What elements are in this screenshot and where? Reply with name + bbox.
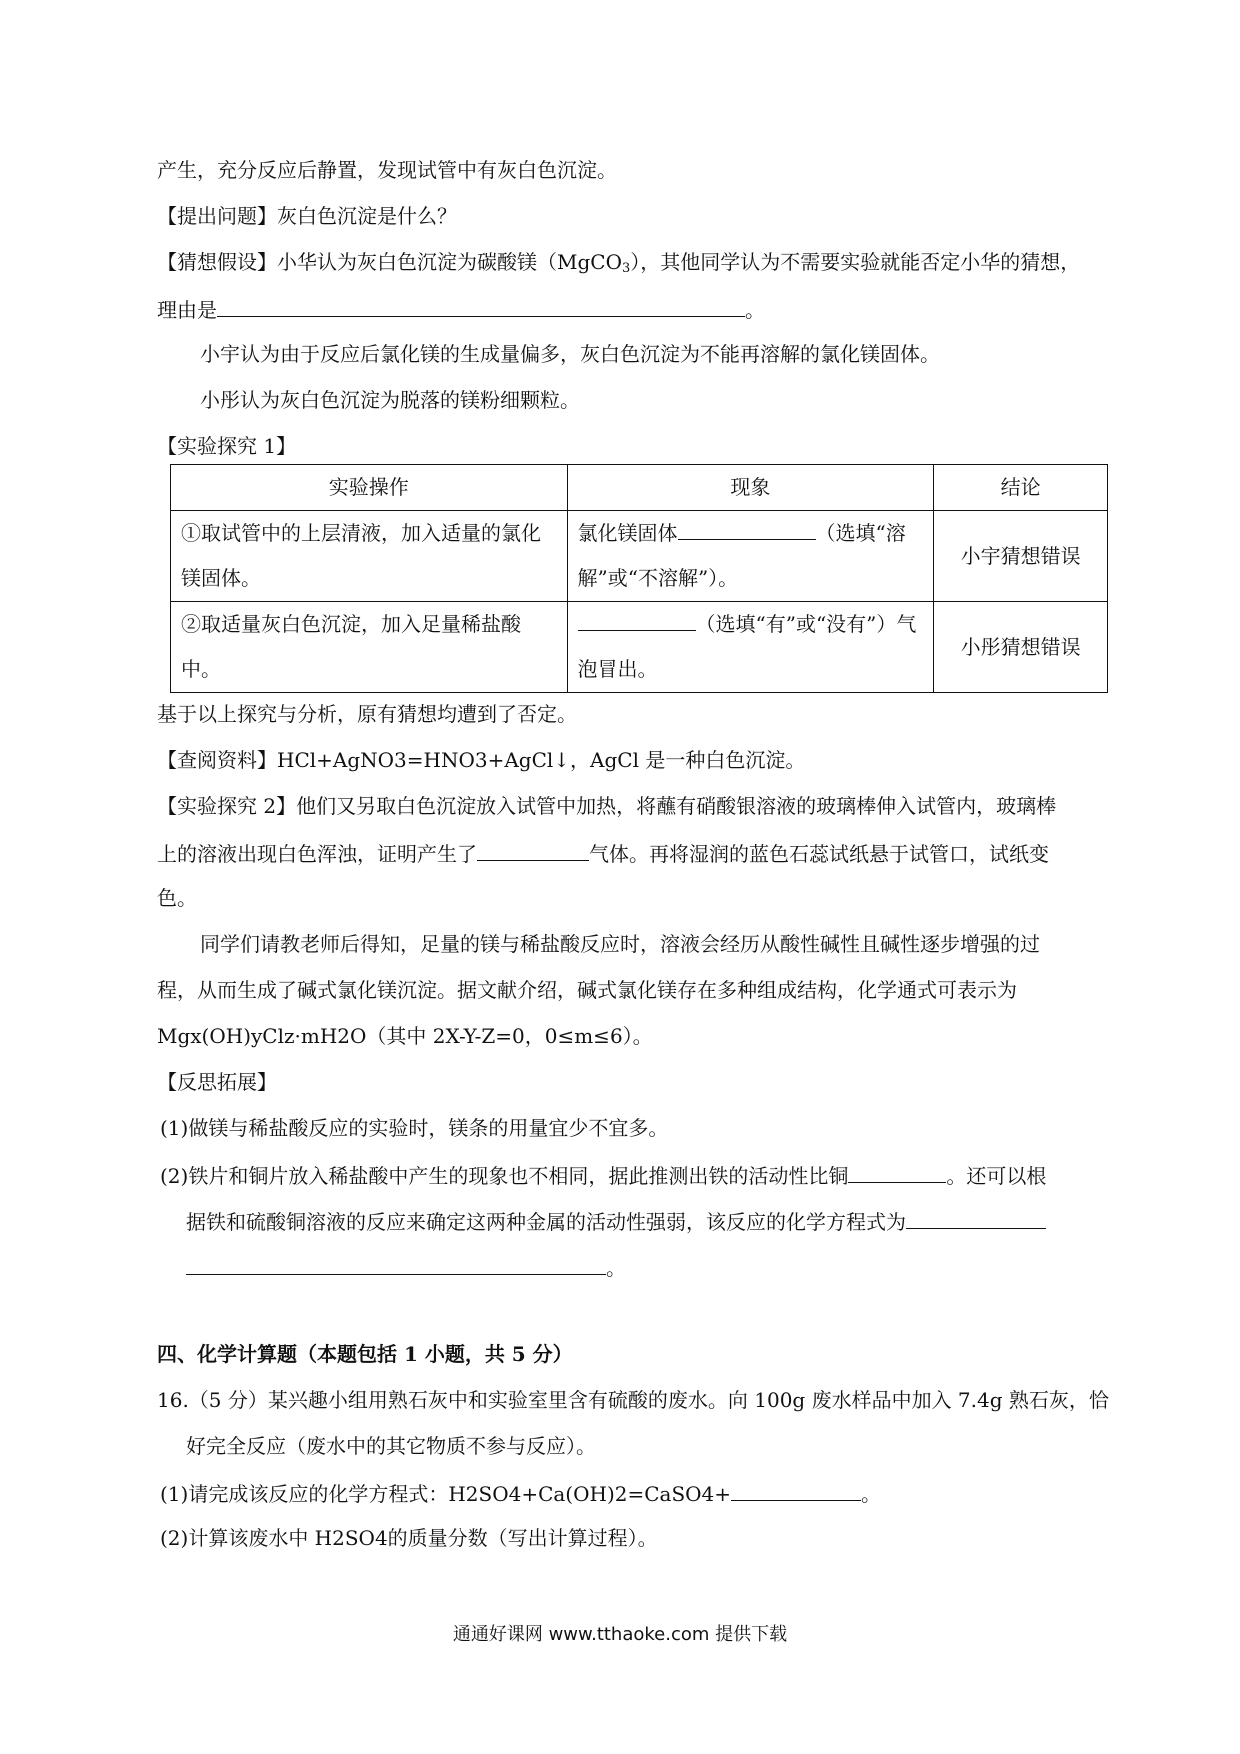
reflect-item2a-line	[160, 1160, 1046, 1190]
question-line	[157, 202, 457, 230]
header-conclusion: 结论	[934, 465, 1108, 511]
reflect-item2b: 。还可以根	[946, 1164, 1047, 1188]
row2-blank[interactable]	[578, 608, 696, 631]
reflect-item2end-line	[186, 1252, 626, 1282]
exp1-summary: 基于以上探究与分析，原有猜想均遭到了否定。	[157, 702, 577, 726]
row2-phen-post: （选填“有”或“没有”）气泡冒出。	[577, 612, 917, 681]
reflect-item1: (1)做镁与稀盐酸反应的实验时，镁条的用量宜少不宜多。	[160, 1116, 669, 1140]
xiaoyu-text: 小宇认为由于反应后氯化镁的生成量偏多，灰白色沉淀为不能再溶解的氯化镁固体。	[200, 342, 940, 366]
exp2-para2: 程，从而生成了碱式氯化镁沉淀。据文献介绍，碱式氯化镁存在多种组成结构，化学通式可表示为	[157, 978, 1017, 1002]
reason-line	[157, 294, 765, 324]
xiaotong-text: 小彤认为灰白色沉淀为脱落的镁粉细颗粒。	[200, 388, 580, 412]
row1-phenomenon	[567, 511, 934, 602]
q16-sub2: (2)计算该废水中 H2SO4的质量分数（写出计算过程）。	[160, 1526, 658, 1550]
question-text: 灰白色沉淀是什么？	[277, 204, 457, 228]
reflect-item2c: 据铁和硫酸铜溶液的反应来确定这两种金属的活动性强弱，该反应的化学方程式为	[186, 1210, 906, 1234]
lookup-text: HCl+AgNO3=HNO3+AgCl↓，AgCl 是一种白色沉淀。	[277, 748, 806, 772]
reflect-tag: 【反思拓展】	[157, 1070, 277, 1094]
exp2-line3: 色。	[157, 886, 197, 910]
q16-sub1: (1)请完成该反应的化学方程式：H2SO4+Ca(OH)2=CaSO4+	[160, 1482, 732, 1506]
hypothesis-sub: 3	[621, 261, 631, 276]
exp2-para1: 同学们请教老师后得知，足量的镁与稀盐酸反应时，溶液会经历从酸性碱性且碱性逐步增强的过	[200, 932, 1040, 956]
row1-conclusion: 小宇猜想错误	[934, 511, 1108, 602]
q16-line1: 16.（5 分）某兴趣小组用熟石灰中和实验室里含有硫酸的废水。向 100g 废水样品中加入 7.4g 熟石灰，恰	[157, 1388, 1109, 1412]
equation-blank-a[interactable]	[906, 1206, 1046, 1229]
exp1-table	[170, 464, 1108, 693]
hypothesis-text-end: ），其他同学认为不需要实验就能否定小华的猜想，	[630, 250, 1081, 274]
q16-line2: 好完全反应（废水中的其它物质不参与反应）。	[186, 1434, 596, 1458]
activity-blank[interactable]	[848, 1160, 946, 1183]
hypothesis-tag: 【猜想假设】	[157, 250, 277, 274]
intro-text: 产生，充分反应后静置，发现试管中有灰白色沉淀。	[157, 158, 617, 182]
page-footer: 通通好课网 www.tthaoke.com 提供下载	[452, 1624, 788, 1645]
section4-title: 四、化学计算题（本题包括 1 小题，共 5 分）	[157, 1342, 573, 1366]
table-row	[171, 511, 1108, 602]
lookup-tag: 【查阅资料】	[157, 748, 277, 772]
exp2-para3: Mgx(OH)yClz·mH2O（其中 2X-Y-Z=0，0≤m≤6）。	[157, 1024, 653, 1048]
equation-blank-b[interactable]	[186, 1252, 606, 1275]
q16-sub1-line	[160, 1478, 881, 1508]
exp2-text2b: 气体。再将湿润的蓝色石蕊试纸悬于试管口，试纸变	[589, 842, 1049, 866]
header-operation: 实验操作	[171, 465, 568, 511]
reflect-item2end: 。	[606, 1256, 626, 1280]
row2-phenomenon	[567, 602, 934, 693]
reflect-item2c-line	[186, 1206, 1046, 1236]
exp2-text2a: 上的溶液出现白色浑浊，证明产生了	[157, 842, 477, 866]
exp2-tag: 【实验探究 2】	[157, 794, 297, 818]
reflect-item2a: (2)铁片和铜片放入稀盐酸中产生的现象也不相同，据此推测出铁的活动性比铜	[160, 1164, 849, 1188]
hypothesis-line	[157, 248, 1080, 276]
table-row	[171, 602, 1108, 693]
q16-sub1-end: 。	[861, 1482, 882, 1506]
reason-prefix: 理由是	[157, 298, 217, 322]
row2-operation: ②取适量灰白色沉淀，加入足量稀盐酸中。	[171, 602, 568, 693]
row1-operation: ①取试管中的上层清液，加入适量的氯化镁固体。	[171, 511, 568, 602]
question-tag: 【提出问题】	[157, 204, 277, 228]
product-blank[interactable]	[731, 1478, 861, 1501]
row2-conclusion: 小彤猜想错误	[934, 602, 1108, 693]
table-header-row	[171, 465, 1108, 511]
exp1-tag: 【实验探究 1】	[157, 434, 297, 458]
reason-blank[interactable]	[217, 294, 745, 317]
hypothesis-text: 小华认为灰白色沉淀为碳酸镁（MgCO	[277, 250, 622, 274]
exp2-text1: 他们又另取白色沉淀放入试管中加热，将蘸有硝酸银溶液的玻璃棒伸入试管内，玻璃棒	[296, 794, 1057, 818]
row1-phen-post: （选填“溶解”或“不溶解”）。	[577, 521, 906, 590]
exp2-line2	[157, 838, 1049, 868]
gas-blank[interactable]	[477, 838, 589, 861]
header-phenomenon: 现象	[567, 465, 934, 511]
row1-phen-pre: 氯化镁固体	[577, 521, 678, 545]
lookup-line	[157, 746, 805, 774]
row1-blank[interactable]	[678, 517, 816, 540]
reason-end: 。	[745, 298, 765, 322]
exp2-line1	[157, 792, 1056, 820]
